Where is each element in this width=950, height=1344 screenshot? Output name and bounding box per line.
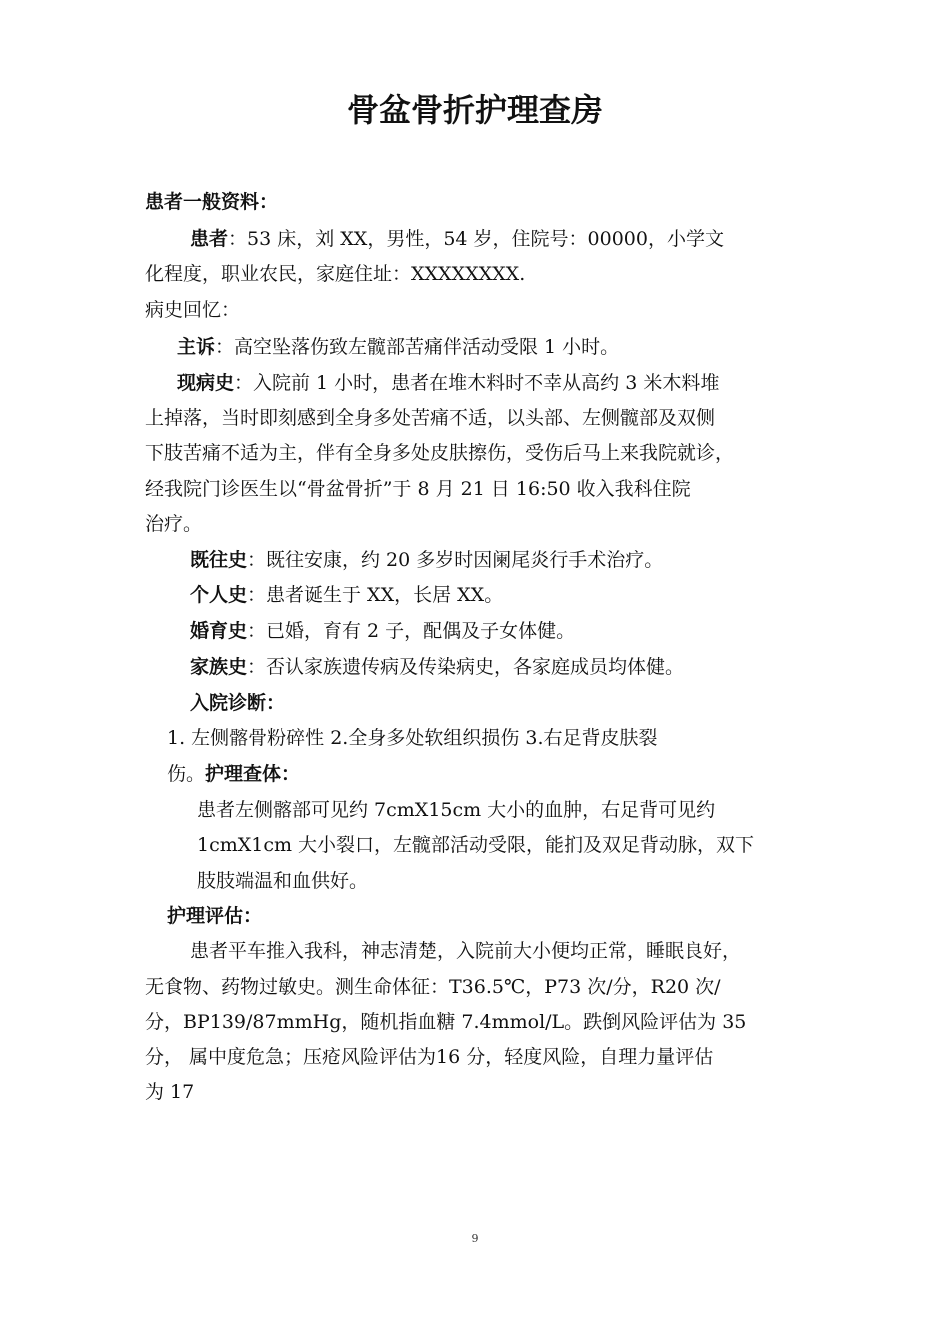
exam-line-2: 1cmX1cm 大小裂口，左髋部活动受限，能扪及双足背动脉，双下 xyxy=(197,834,755,856)
assessment-line-3: 分，BP139/87mmHg，随机指血糖 7.4mmol/L。跌倒风险评估为 35 xyxy=(145,1011,747,1033)
marital-history-label: 婚育史 xyxy=(190,620,248,642)
diagnosis-text-2: 伤。 xyxy=(167,763,206,785)
exam-heading: 护理查体： xyxy=(205,763,301,785)
personal-history-text: ：患者诞生于 XX，长居 XX。 xyxy=(247,584,504,606)
exam-line-3: 肢肢端温和血供好。 xyxy=(197,870,369,892)
assessment-line-4: 分， 属中度危急；压疮风险评估为16 分，轻度风险，自理力量评估 xyxy=(145,1046,714,1068)
history-heading: 病史回忆： xyxy=(145,299,241,321)
chief-complaint-text: ：高空坠落伤致左髋部苦痛伴活动受限 1 小时。 xyxy=(215,336,620,358)
present-illness-line-3: 下肢苦痛不适为主，伴有全身多处皮肤擦伤，受伤后马上来我院就诊， xyxy=(145,442,735,464)
page-number: 9 xyxy=(471,1232,479,1245)
present-illness-line-2: 上掉落，当时即刻感到全身多处苦痛不适，以头部、左侧髋部及双侧 xyxy=(145,407,716,429)
present-illness-text-1: ：入院前 1 小时，患者在堆木料时不幸从高约 3 米木料堆 xyxy=(234,372,720,394)
diagnosis-heading: 入院诊断： xyxy=(190,692,286,714)
past-history-label: 既往史 xyxy=(190,549,248,571)
present-illness-line-4: 经我院门诊医生以“骨盆骨折”于 8 月 21 日 16:50 收入我科住院 xyxy=(145,478,691,500)
assessment-line-5: 为 17 xyxy=(145,1081,195,1103)
past-history-text: ：既往安康，约 20 多岁时因阑尾炎行手术治疗。 xyxy=(247,549,664,571)
personal-history-label: 个人史 xyxy=(190,584,248,606)
present-illness-label: 现病史 xyxy=(177,372,235,394)
page-title: 骨盆骨折护理查房 xyxy=(346,91,603,129)
diagnosis-line-2 xyxy=(0,759,950,789)
patient-line-2: 化程度，职业农民，家庭住址：XXXXXXXX. xyxy=(145,263,526,285)
marital-history-text: ：已婚，育有 2 子，配偶及子女体健。 xyxy=(247,620,576,642)
past-history xyxy=(0,545,950,575)
general-info-heading: 患者一般资料： xyxy=(145,191,279,213)
family-history xyxy=(0,652,950,682)
diagnosis-line-1: 1. 左侧髂骨粉碎性 2.全身多处软组织损伤 3.右足背皮肤裂 xyxy=(167,727,658,749)
chief-complaint-label: 主诉 xyxy=(177,336,216,358)
personal-history xyxy=(0,580,950,610)
exam-line-1: 患者左侧髂部可见约 7cmX15cm 大小的血肿，右足背可见约 xyxy=(197,799,716,821)
assessment-line-2: 无食物、药物过敏史。测生命体征：T36.5℃，P73 次/分，R20 次/ xyxy=(145,976,721,998)
patient-label: 患者 xyxy=(190,228,229,250)
present-illness-line-5: 治疗。 xyxy=(145,513,203,535)
chief-complaint xyxy=(0,332,950,362)
marital-history xyxy=(0,616,950,646)
patient-line-1 xyxy=(0,224,950,254)
family-history-label: 家族史 xyxy=(190,656,248,678)
family-history-text: ：否认家族遗传病及传染病史，各家庭成员均体健。 xyxy=(247,656,685,678)
assessment-heading: 护理评估： xyxy=(167,905,263,927)
present-illness-line-1 xyxy=(0,368,950,398)
assessment-line-1: 患者平车推入我科，神志清楚，入院前大小便均正常，睡眠良好， xyxy=(190,940,742,962)
patient-text-1: ：53 床，刘 XX，男性，54 岁，住院号：00000，小学文 xyxy=(228,228,724,250)
